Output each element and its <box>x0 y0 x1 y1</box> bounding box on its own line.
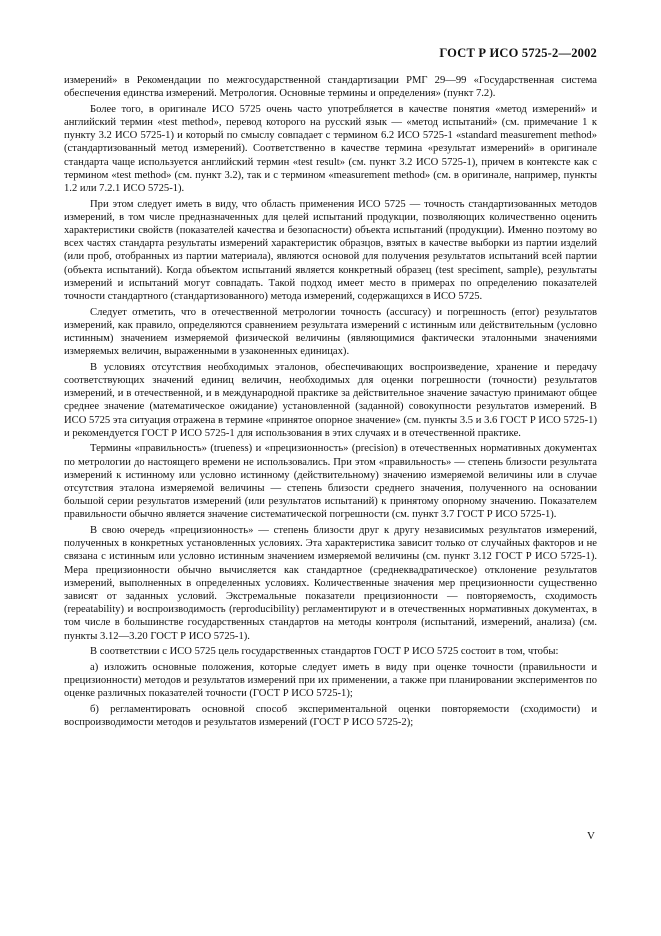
paragraph: измерений» в Рекомендации по межгосударственной стандартизации РМГ 29—99 «Государственная система обеспечения единства измерений. Метрология. Основные термины и определения» (пункт 7.2). <box>64 75 597 100</box>
paragraph: Более того, в оригинале ИСО 5725 очень часто употребляется в качестве понятия «метод измерений» и английский термин «test method», перевод которого на русский язык — «метод испытаний» (см. примечание 1 к пункту 3.2 ИСО 5725-1) и который по смыслу совпадает с термином 6.2 ИСО 5725-1 «standard measurement method» (стандартизованный метод измерений). Соответственно в качестве термина «результат измерений» в оригинале стандарта чаще используется английский термин «test result» (см. пункт 3.2 ИСО 5725-1), причем в контексте как с термином «test method» (см. пункт 3.2), так и с термином «measurement method» (см. в оригинале, например, пункты 1.2 или 7.2.1 ИСО 5725-1). <box>64 103 597 195</box>
document-header: ГОСТ Р ИСО 5725-2—2002 <box>439 46 597 60</box>
document-body <box>64 74 597 732</box>
paragraph: Следует отметить, что в отечественной метрологии точность (accuracy) и погрешность (error) результатов измерений, как правило, определяются сравнением результата измерений с истинным или действительным (условно истинным) значением измеряемой физической величины (являющимися фактически эталонными значениями измеряемых величин, выраженными в узаконенных единицах). <box>64 306 597 358</box>
paragraph: В условиях отсутствия необходимых эталонов, обеспечивающих воспроизведение, хранение и передачу соответствующих значений единиц величин, необходимых для оценки погрешности (точности) результатов измерений, и в отечественной, и в международной практике за действительное значение зачастую принимают общее среднее значение (математическое ожидание) установленной (заданной) совокупности результатов измерений. В ИСО 5725 эта ситуация отражена в термине «принятое опорное значение» (см. пункты 3.5 и 3.6 ГОСТ Р ИСО 5725-1) и рекомендуется ГОСТ Р ИСО 5725-1 для использования в этих случаях и в отечественной практике. <box>64 361 597 439</box>
list-item: а) изложить основные положения, которые следует иметь в виду при оценке точности (правильности и прецизионности) методов и результатов измерений при их применении, а также при планировании экспериментов по оценке различных показателей точности (ГОСТ Р ИСО 5725-1); <box>64 661 597 700</box>
paragraph: В свою очередь «прецизионность» — степень близости друг к другу независимых результатов измерений, полученных в конкретных установленных условиях. Эта характеристика зависит только от случайных факторов и не связана с истинным или условно истинным значением измеряемой величины (см. пункт 3.12 ГОСТ Р ИСО 5725-1). Мера прецизионности обычно вычисляется как стандартное (среднеквадратическое) отклонение результатов измерений, выполненных в определенных условиях. Количественные значения мер прецизионности существенно зависят от заданных условий. Экстремальные показатели прецизионности — повторяемость, сходимость (repeatability) и воспроизводимость (reproducibility) регламентируют и в отечественных нормативных документах, в том числе в большинстве государственных стандартов на методы контроля (испытаний, измерений, анализа) (см. пункты 3.12—3.20 ГОСТ Р ИСО 5725-1). <box>64 525 597 642</box>
paragraph: Термины «правильность» (trueness) и «прецизионность» (precision) в отечественных нормативных документах по метрологии до настоящего времени не использовались. При этом «правильность» — степень близости результата измерений к истинному или условно истинному (действительному) значению измеряемой величины или в случае отсутствия эталона измеряемой величины — степень близости среднего значения, полученного на основании большой серии результатов измерений (или результатов испытаний) к принятому опорному значению. Показателем правильности обычно является значение систематической погрешности (см. пункт 3.7 ГОСТ Р ИСО 5725-1). <box>64 443 597 521</box>
page-number: V <box>587 830 595 842</box>
paragraph: При этом следует иметь в виду, что область применения ИСО 5725 — точность стандартизованных методов измерений, в том числе предназначенных для целей испытаний продукции, позволяющих количественно оценить характеристики свойств (показателей качества и безопасности) объекта испытаний (продукции). Именно поэтому во всех частях стандарта результаты измерений характеристик образцов, взятых в качестве выборки из партии изделий (или проб, отобранных из партии материала), являются основой для получения результатов испытаний всей партии (объекта испытаний). Когда объектом испытаний является конкретный образец (test speciment, sample), результаты измерений и испытаний могут совпадать. Такой подход имеет место в примерах по определению показателей точности стандартного (стандартизованного) метода измерений, содержащихся в ИСО 5725. <box>64 198 597 303</box>
paragraph: В соответствии с ИСО 5725 цель государственных стандартов ГОСТ Р ИСО 5725 состоит в том, чтобы: <box>90 646 559 658</box>
list-item: б) регламентировать основной способ экспериментальной оценки повторяемости (сходимости) и воспроизводимости методов и результатов измерений (ГОСТ Р ИСО 5725-2); <box>64 703 597 729</box>
